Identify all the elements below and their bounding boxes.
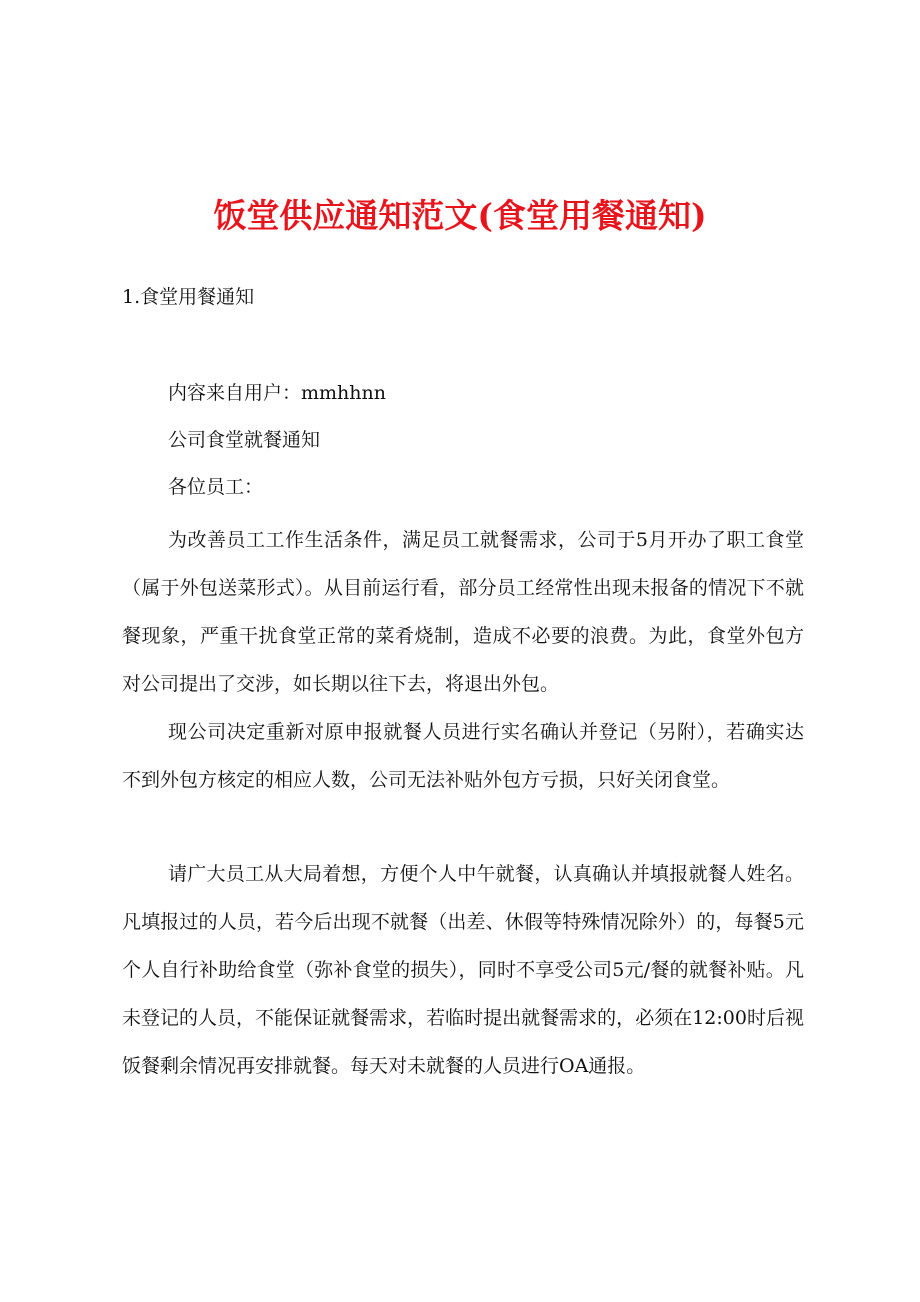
- notice-title: 公司食堂就餐通知: [168, 429, 321, 451]
- paragraph-2: 现公司决定重新对原申报就餐人员进行实名确认并登记（另附），若确实达不到外包方核定的相应人数，公司无法补贴外包方亏损，只好关闭食堂。: [122, 721, 804, 791]
- paragraph-3: 请广大员工从大局着想，方便个人中午就餐，认真确认并填报就餐人姓名。凡填报过的人员，若今后出现不就餐（出差、休假等特殊情况除外）的，每餐5元个人自行补助给食堂（弥补食堂的损失），同时不享受公司5元/餐的就餐补贴。凡未登记的人员，不能保证就餐需求，若临时提出就餐需求的，必须在12:00时后视饭餐剩余情况再安排就餐。每天对未就餐的人员进行OA通报。: [122, 863, 804, 1077]
- document-title: 饭堂供应通知范文(食堂用餐通知): [213, 196, 707, 235]
- source-line: 内容来自用户：mmhhnn: [168, 382, 386, 404]
- greeting: 各位员工：: [168, 476, 264, 498]
- paragraph-1: 为改善员工工作生活条件，满足员工就餐需求，公司于5月开办了职工食堂（属于外包送菜形式）。从目前运行看，部分员工经常性出现未报备的情况下不就餐现象，严重干扰食堂正常的菜肴烧制，造成不必要的浪费。为此，食堂外包方对公司提出了交涉，如长期以往下去，将退出外包。: [122, 529, 804, 695]
- section-heading: 1.食堂用餐通知: [122, 286, 255, 308]
